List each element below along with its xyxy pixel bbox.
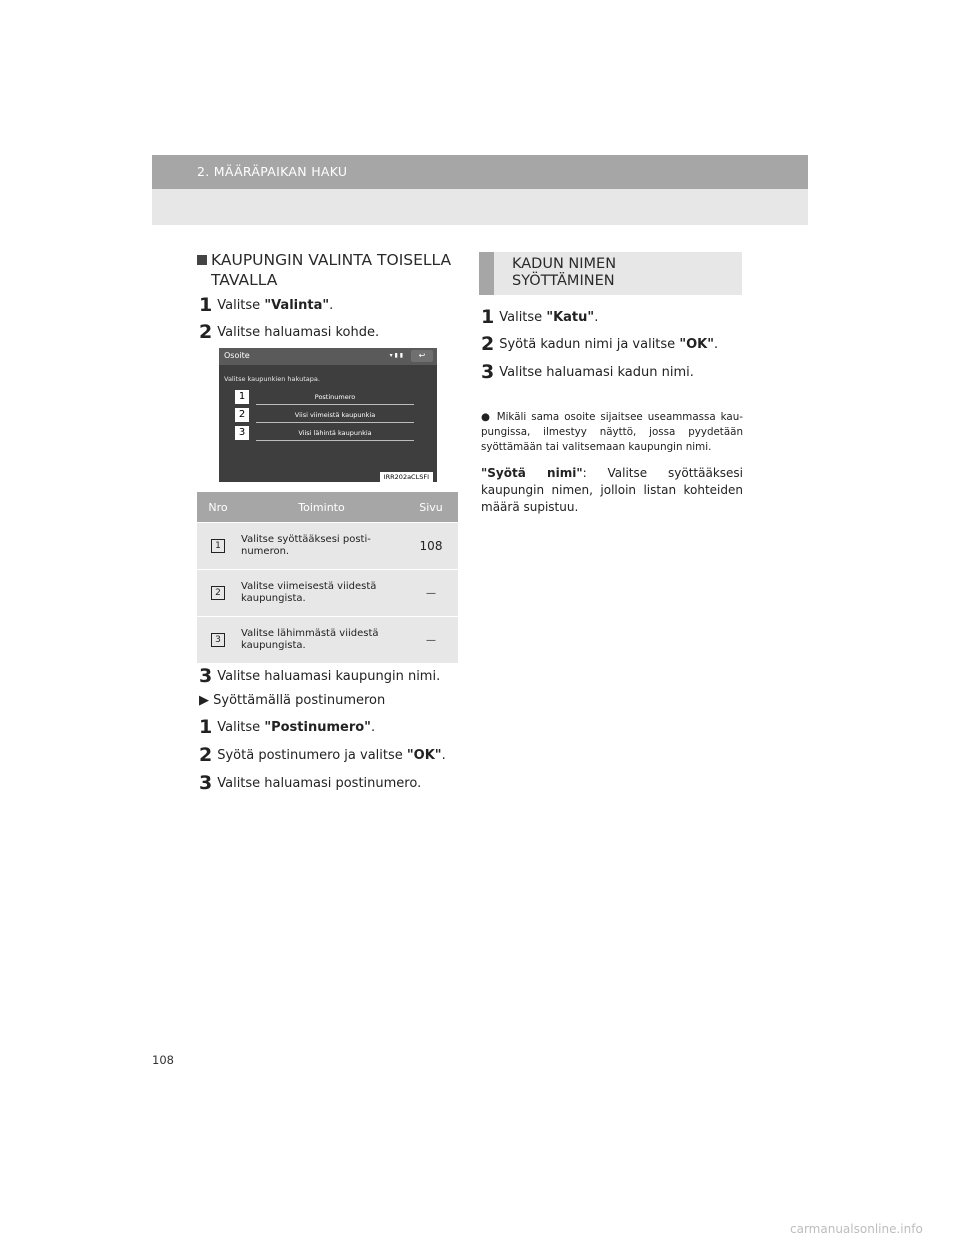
- screen-illustration: [219, 348, 437, 482]
- signal-icon: ▾ ▮ ▮: [389, 352, 403, 359]
- table-row: [197, 570, 458, 617]
- back-button[interactable]: ↩: [411, 350, 433, 362]
- column-header-nro: Nro: [197, 492, 239, 523]
- screen-prompt: Valitse kaupunkien hakutapa.: [224, 375, 320, 383]
- column-header-sivu: Sivu: [404, 492, 458, 523]
- page-header: [152, 155, 808, 225]
- row-description: Valitse viimeisestä viidestä kaupungista.: [239, 570, 404, 617]
- square-bullet-icon: [197, 255, 207, 265]
- sub-step-3: 3 Valitse haluamasi postinumero.: [199, 772, 422, 794]
- step-1: 1 Valitse "Valinta".: [199, 294, 334, 316]
- watermark: carmanualsonline.info: [790, 1222, 923, 1236]
- column-header-toiminto: Toiminto: [239, 492, 404, 523]
- function-table: [197, 492, 458, 663]
- bullet-dot-icon: ●: [481, 411, 492, 423]
- section-heading-city: KAUPUNGIN VALINTA TOISELLA TAVALLA: [197, 250, 462, 290]
- street-step-1: 1 Valitse "Katu".: [481, 306, 599, 328]
- page-number: 108: [152, 1053, 174, 1067]
- callout-badge-1: 1: [235, 390, 249, 404]
- street-step-3: 3 Valitse haluamasi kadun nimi.: [481, 361, 694, 383]
- header-band: [152, 155, 808, 189]
- screen-title: Osoite: [224, 351, 250, 360]
- heading-stripe: [479, 252, 494, 295]
- row-number: 2: [211, 586, 225, 600]
- row-description: Valitse syöttääksesi posti- numeron.: [239, 523, 404, 570]
- row-description: Valitse lähimmästä viidestä kaupungista.: [239, 617, 404, 664]
- option-nearest-cities[interactable]: Viisi lähintä kaupunkia: [256, 426, 414, 441]
- row-page: —: [404, 570, 458, 617]
- table-row: [197, 523, 458, 570]
- table-header-row: [197, 492, 458, 523]
- table-row: [197, 617, 458, 664]
- screen-title-bar: [219, 348, 437, 365]
- step-2: 2 Valitse haluamasi kohde.: [199, 321, 380, 343]
- row-number: 3: [211, 633, 225, 647]
- row-page: —: [404, 617, 458, 664]
- option-postinumero[interactable]: Postinumero: [256, 390, 414, 405]
- callout-badge-2: 2: [235, 408, 249, 422]
- section-heading-street: KADUN NIMEN SYÖTTÄMINEN: [479, 252, 742, 295]
- info-bullet: ● Mikäli sama osoite sijaitsee useammassa kau-pungissa, ilmestyy näyttö, jossa pyydetään syöttämään tai valitsemaan kaupungin nimi.: [481, 411, 743, 453]
- sub-step-2: 2 Syötä postinumero ja valitse "OK".: [199, 744, 446, 766]
- image-code: IRR202aCLSFI: [380, 472, 433, 482]
- street-step-2: 2 Syötä kadun nimi ja valitse "OK".: [481, 333, 719, 355]
- option-recent-cities[interactable]: Viisi viimeistä kaupunkia: [256, 408, 414, 423]
- step-3: 3 Valitse haluamasi kaupungin nimi.: [199, 665, 441, 687]
- sub-step-1: 1 Valitse "Postinumero".: [199, 716, 376, 738]
- section-title: 2. MÄÄRÄPAIKAN HAKU: [197, 164, 348, 179]
- row-number: 1: [211, 539, 225, 553]
- row-page: 108: [404, 523, 458, 570]
- callout-badge-3: 3: [235, 426, 249, 440]
- arrow-right-icon: ▶: [199, 693, 209, 708]
- sub-heading: ▶ Syöttämällä postinumeron: [199, 693, 386, 708]
- search-name-note: "Syötä nimi": Valitse syöttääksesi kaupungin nimen, jolloin listan kohteiden määrä supistuu.: [481, 466, 744, 514]
